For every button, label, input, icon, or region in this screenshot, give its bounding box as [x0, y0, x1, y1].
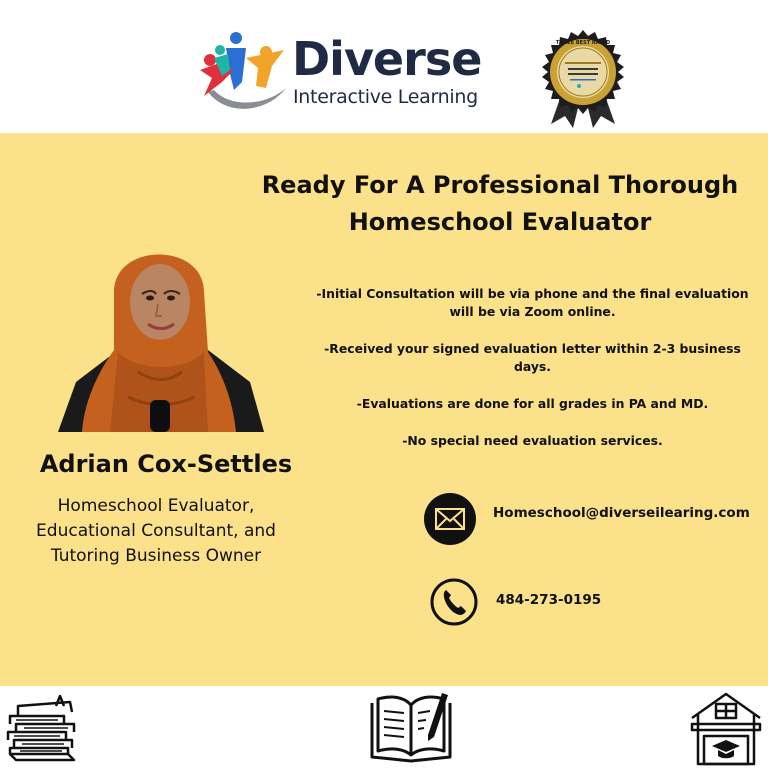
- logo-figures-icon: [196, 30, 288, 114]
- phone-icon[interactable]: [429, 577, 479, 627]
- headline: [240, 167, 760, 241]
- header: [0, 0, 768, 133]
- phone-number[interactable]: 484-273-0195: [496, 592, 602, 608]
- logo-subtitle: Interactive Learning: [293, 86, 478, 108]
- person-name: Adrian Cox-Settles: [39, 450, 293, 478]
- person-portrait: [58, 232, 264, 432]
- headline-line-1: Ready For A Professional Thorough: [261, 171, 739, 199]
- school-house-icon: [690, 690, 762, 766]
- logo-title: Diverse: [292, 32, 482, 86]
- person-title: Homeschool Evaluator, Educational Consultant, and Tutoring Business Owner: [36, 496, 276, 566]
- company-logo[interactable]: [196, 30, 486, 114]
- evaluator-photo: [58, 232, 264, 432]
- badge-text: THREE BEST RATED: [555, 40, 611, 46]
- email-link[interactable]: Homeschool@diverseilearing.com: [493, 505, 750, 521]
- bullet-item: -No special need evaluation services.: [402, 433, 663, 448]
- service-bullets: [310, 285, 755, 469]
- headline-line-2: Homeschool Evaluator: [348, 208, 652, 236]
- bullet-item: -Evaluations are done for all grades in PA and MD.: [356, 396, 709, 411]
- bullet-item: -Received your signed evaluation letter within 2-3 business days.: [324, 341, 741, 374]
- envelope-icon[interactable]: [423, 492, 477, 546]
- open-book-pen-icon: [368, 689, 454, 765]
- award-badge-icon: [541, 30, 625, 128]
- books-stack-icon: [4, 694, 78, 766]
- bullet-item: -Initial Consultation will be via phone and the final evaluation will be via Zoom online.: [316, 286, 749, 319]
